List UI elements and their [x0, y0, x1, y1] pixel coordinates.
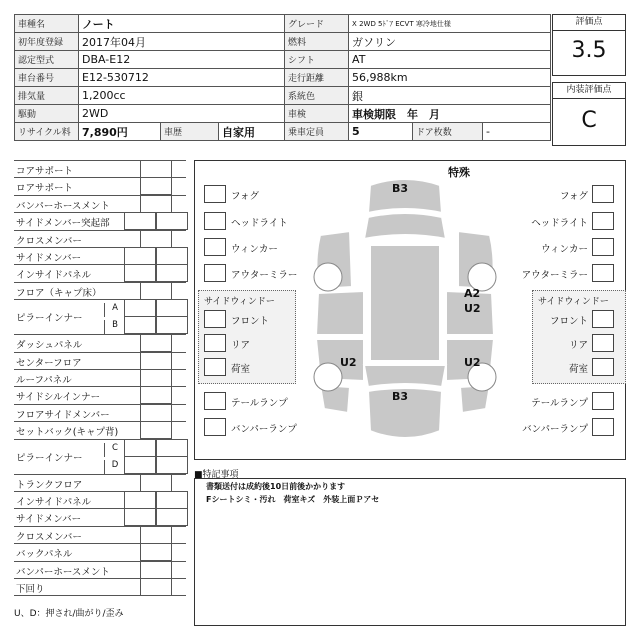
- list-item: [14, 386, 186, 403]
- interior-score-value: C: [581, 108, 597, 133]
- check-label: フロント: [231, 316, 270, 327]
- list-item: [14, 177, 186, 194]
- rear-glass: [364, 365, 446, 387]
- side-window-right-title: サイドウィンドー: [538, 297, 609, 307]
- check-cell[interactable]: [140, 543, 172, 561]
- value-recycle: 7,890円: [79, 123, 161, 141]
- check-box[interactable]: [204, 418, 226, 436]
- check-box[interactable]: [592, 264, 614, 282]
- legend-note: U、D：押され/曲がり/歪み: [14, 609, 124, 619]
- list-item: [14, 491, 186, 508]
- list-item: [14, 334, 186, 351]
- check-cell[interactable]: [140, 334, 172, 352]
- list-item: [14, 195, 186, 212]
- list-item: [14, 526, 186, 543]
- check-cell[interactable]: [156, 264, 188, 282]
- list-item-label: クロスメンバー: [16, 235, 82, 247]
- list-item-label: フロアサイドメンバー: [16, 409, 110, 421]
- check-box[interactable]: [204, 392, 226, 410]
- code-u2-right-upper: U2: [464, 302, 481, 315]
- check-cell[interactable]: [124, 508, 156, 526]
- check-label: テールランプ: [531, 398, 588, 409]
- check-box[interactable]: [592, 418, 614, 436]
- check-label: ヘッドライト: [531, 218, 588, 229]
- check-cell[interactable]: [156, 299, 188, 317]
- table-row: [15, 69, 551, 87]
- list-item: [14, 578, 186, 595]
- rear-left-wheel: [314, 363, 342, 391]
- notes-title: ■特記事項: [194, 470, 239, 480]
- check-cell[interactable]: [140, 526, 172, 544]
- list-item-label: サイドメンバー突起部: [16, 218, 110, 230]
- check-cell[interactable]: [124, 456, 156, 474]
- label-displacement: 排気量: [15, 87, 79, 105]
- list-item-label: ロアサポート: [16, 183, 74, 195]
- code-a2: A2: [464, 287, 481, 300]
- side-window-left-title: サイドウィンドー: [204, 297, 275, 307]
- list-item-label: トランクフロア: [16, 479, 83, 491]
- pillar-block: [14, 299, 186, 334]
- code-u2-left: U2: [340, 356, 357, 369]
- value-type: DBA-E12: [79, 51, 285, 69]
- notes-line2: Fシートシミ・汚れ 荷室キズ 外装上面Ｐアセ: [206, 495, 380, 504]
- table-row: [15, 123, 551, 141]
- check-label: 荷室: [231, 364, 251, 375]
- check-cell[interactable]: [140, 282, 172, 300]
- list-item-label: ルーフパネル: [16, 375, 72, 386]
- label-grade: グレード: [285, 15, 349, 33]
- list-end-rule: [14, 595, 186, 596]
- car-diagram: [290, 165, 520, 455]
- score-value: 3.5: [571, 38, 607, 63]
- label-recycle: リサイクル料: [15, 123, 79, 141]
- list-item-label: センターフロア: [16, 357, 82, 369]
- label-type: 認定型式: [15, 51, 79, 69]
- check-box[interactable]: [592, 392, 614, 410]
- list-item-label: 下回り: [16, 584, 45, 595]
- check-label: テールランプ: [231, 398, 288, 409]
- list-item-label: クロスメンバー: [16, 531, 82, 543]
- list-item: [14, 230, 186, 247]
- list-item-label: インサイドパネル: [16, 497, 92, 508]
- special-label: 特殊: [448, 166, 470, 179]
- pillar-block: [14, 439, 186, 474]
- check-label: フォグ: [559, 191, 588, 202]
- list-item: [14, 264, 186, 281]
- check-box[interactable]: [204, 238, 226, 256]
- check-cell[interactable]: [140, 230, 172, 248]
- table-row: [15, 105, 551, 123]
- list-item: [14, 212, 186, 229]
- list-item-label: バンパーホースメント: [16, 566, 110, 578]
- check-label: ウィンカー: [231, 244, 278, 255]
- check-box[interactable]: [592, 185, 614, 203]
- check-cell[interactable]: [140, 352, 172, 370]
- list-item: [14, 421, 186, 438]
- vehicle-info-table: [14, 14, 551, 141]
- list-item: [14, 508, 186, 525]
- check-cell[interactable]: [156, 508, 188, 526]
- check-label: アウターミラー: [231, 270, 298, 281]
- check-box[interactable]: [592, 212, 614, 230]
- check-cell[interactable]: [156, 212, 188, 230]
- check-cell[interactable]: [124, 491, 156, 509]
- check-box[interactable]: [204, 334, 226, 352]
- list-item: [14, 352, 186, 369]
- check-cell[interactable]: [156, 439, 188, 457]
- pillar-label: ピラーインナー: [16, 452, 83, 464]
- check-box[interactable]: [592, 310, 614, 328]
- check-cell[interactable]: [124, 439, 156, 457]
- value-fuel: ガソリン: [349, 33, 551, 51]
- list-item-label: インサイドパネル: [16, 270, 92, 282]
- check-box[interactable]: [204, 310, 226, 328]
- pillar-sub-b: B: [104, 320, 125, 334]
- code-front: B3: [392, 182, 409, 195]
- score-label: 評価点: [553, 15, 625, 31]
- list-item: [14, 369, 186, 386]
- table-row: [15, 33, 551, 51]
- check-cell[interactable]: [156, 247, 188, 265]
- check-cell[interactable]: [124, 299, 156, 317]
- list-item-label: サイドシルインナー: [16, 392, 101, 404]
- label-inspection: 車検: [285, 105, 349, 123]
- table-row: [15, 15, 551, 33]
- value-capacity: 5: [349, 123, 413, 141]
- list-item: [14, 247, 186, 264]
- pillar-sub-c: C: [104, 443, 125, 457]
- table-row: [15, 51, 551, 69]
- label-color: 系統色: [285, 87, 349, 105]
- check-cell[interactable]: [156, 316, 188, 334]
- list-item: [14, 561, 186, 578]
- code-u2-right-lower: U2: [464, 356, 481, 369]
- label-shift: シフト: [285, 51, 349, 69]
- check-cell[interactable]: [140, 195, 172, 213]
- check-label: リア: [231, 340, 251, 351]
- value-inspection: 車検期限 年 月: [349, 105, 551, 123]
- table-row: [15, 87, 551, 105]
- check-cell[interactable]: [140, 386, 172, 404]
- front-glass: [364, 213, 446, 239]
- value-drive: 2WD: [79, 105, 285, 123]
- front-left-door: [316, 291, 364, 335]
- pillar-sub-d: D: [104, 460, 125, 474]
- check-cell[interactable]: [140, 561, 172, 579]
- check-cell[interactable]: [156, 456, 188, 474]
- notes-line1: 書類送付は成約後10日前後かかります: [206, 482, 346, 491]
- check-cell[interactable]: [140, 369, 172, 387]
- value-displacement: 1,200cc: [79, 87, 285, 105]
- check-label: フォグ: [231, 191, 260, 202]
- value-shift: AT: [349, 51, 551, 69]
- code-rear: B3: [392, 390, 409, 403]
- check-box[interactable]: [592, 238, 614, 256]
- check-label: ヘッドライト: [231, 218, 288, 229]
- list-item-label: サイドメンバー: [16, 253, 82, 264]
- roof-panel: [370, 245, 440, 361]
- check-cell[interactable]: [124, 212, 156, 230]
- check-label: 荷室: [568, 364, 588, 375]
- list-item: [14, 474, 186, 491]
- list-item-label: セットバック(キャプ背): [16, 427, 119, 439]
- check-box[interactable]: [204, 358, 226, 376]
- check-cell[interactable]: [140, 578, 172, 596]
- value-color: 銀: [349, 87, 551, 105]
- list-item-label: バンパーホースメント: [16, 200, 110, 212]
- check-cell[interactable]: [140, 404, 172, 422]
- label-doors: ドア枚数: [413, 123, 483, 141]
- value-grade: X 2WD 5ﾄﾞｱ ECVT 寒冷地仕様: [349, 15, 551, 33]
- check-cell[interactable]: [124, 247, 156, 265]
- score-box: [552, 14, 626, 76]
- value-model: ノート: [79, 15, 285, 33]
- check-cell[interactable]: [140, 177, 172, 195]
- check-box[interactable]: [204, 185, 226, 203]
- interior-score-label: 内装評価点: [553, 83, 625, 99]
- check-box[interactable]: [204, 212, 226, 230]
- label-chassis: 車台番号: [15, 69, 79, 87]
- list-item-label: コアサポート: [16, 166, 74, 177]
- check-label: バンパーランプ: [522, 424, 588, 435]
- list-item: [14, 282, 186, 299]
- check-cell[interactable]: [156, 491, 188, 509]
- check-cell[interactable]: [140, 421, 172, 439]
- pillar-sub-a: A: [104, 303, 125, 317]
- check-box[interactable]: [592, 334, 614, 352]
- check-label: リア: [568, 340, 588, 351]
- check-cell[interactable]: [124, 264, 156, 282]
- label-drive: 駆動: [15, 105, 79, 123]
- pillar-label: ピラーインナー: [16, 313, 83, 325]
- list-item: [14, 160, 186, 177]
- check-label: ウィンカー: [541, 244, 588, 255]
- value-doors: -: [483, 123, 551, 141]
- check-label: バンパーランプ: [231, 424, 297, 435]
- label-history: 車歴: [161, 123, 219, 141]
- value-history: 自家用: [219, 123, 285, 141]
- list-item: [14, 543, 186, 560]
- check-cell[interactable]: [140, 160, 172, 178]
- check-box[interactable]: [204, 264, 226, 282]
- value-chassis: E12-530712: [79, 69, 285, 87]
- label-fuel: 燃料: [285, 33, 349, 51]
- value-first-reg: 2017年04月: [79, 33, 285, 51]
- list-item-label: サイドメンバー: [16, 514, 82, 526]
- check-cell[interactable]: [124, 316, 156, 334]
- list-item-label: ダッシュパネル: [16, 340, 83, 352]
- list-item-label: バックパネル: [16, 549, 73, 561]
- list-item: [14, 404, 186, 421]
- check-label: アウターミラー: [521, 270, 588, 281]
- label-model: 車種名: [15, 15, 79, 33]
- check-label: フロント: [549, 316, 588, 327]
- list-item-label: フロア（キャプ床）: [16, 287, 102, 299]
- check-box[interactable]: [592, 358, 614, 376]
- label-capacity: 乗車定員: [285, 123, 349, 141]
- value-mileage: 56,988km: [349, 69, 551, 87]
- interior-score-box: [552, 82, 626, 146]
- label-mileage: 走行距離: [285, 69, 349, 87]
- label-first-reg: 初年度登録: [15, 33, 79, 51]
- front-left-wheel: [314, 263, 342, 291]
- check-cell[interactable]: [140, 474, 172, 492]
